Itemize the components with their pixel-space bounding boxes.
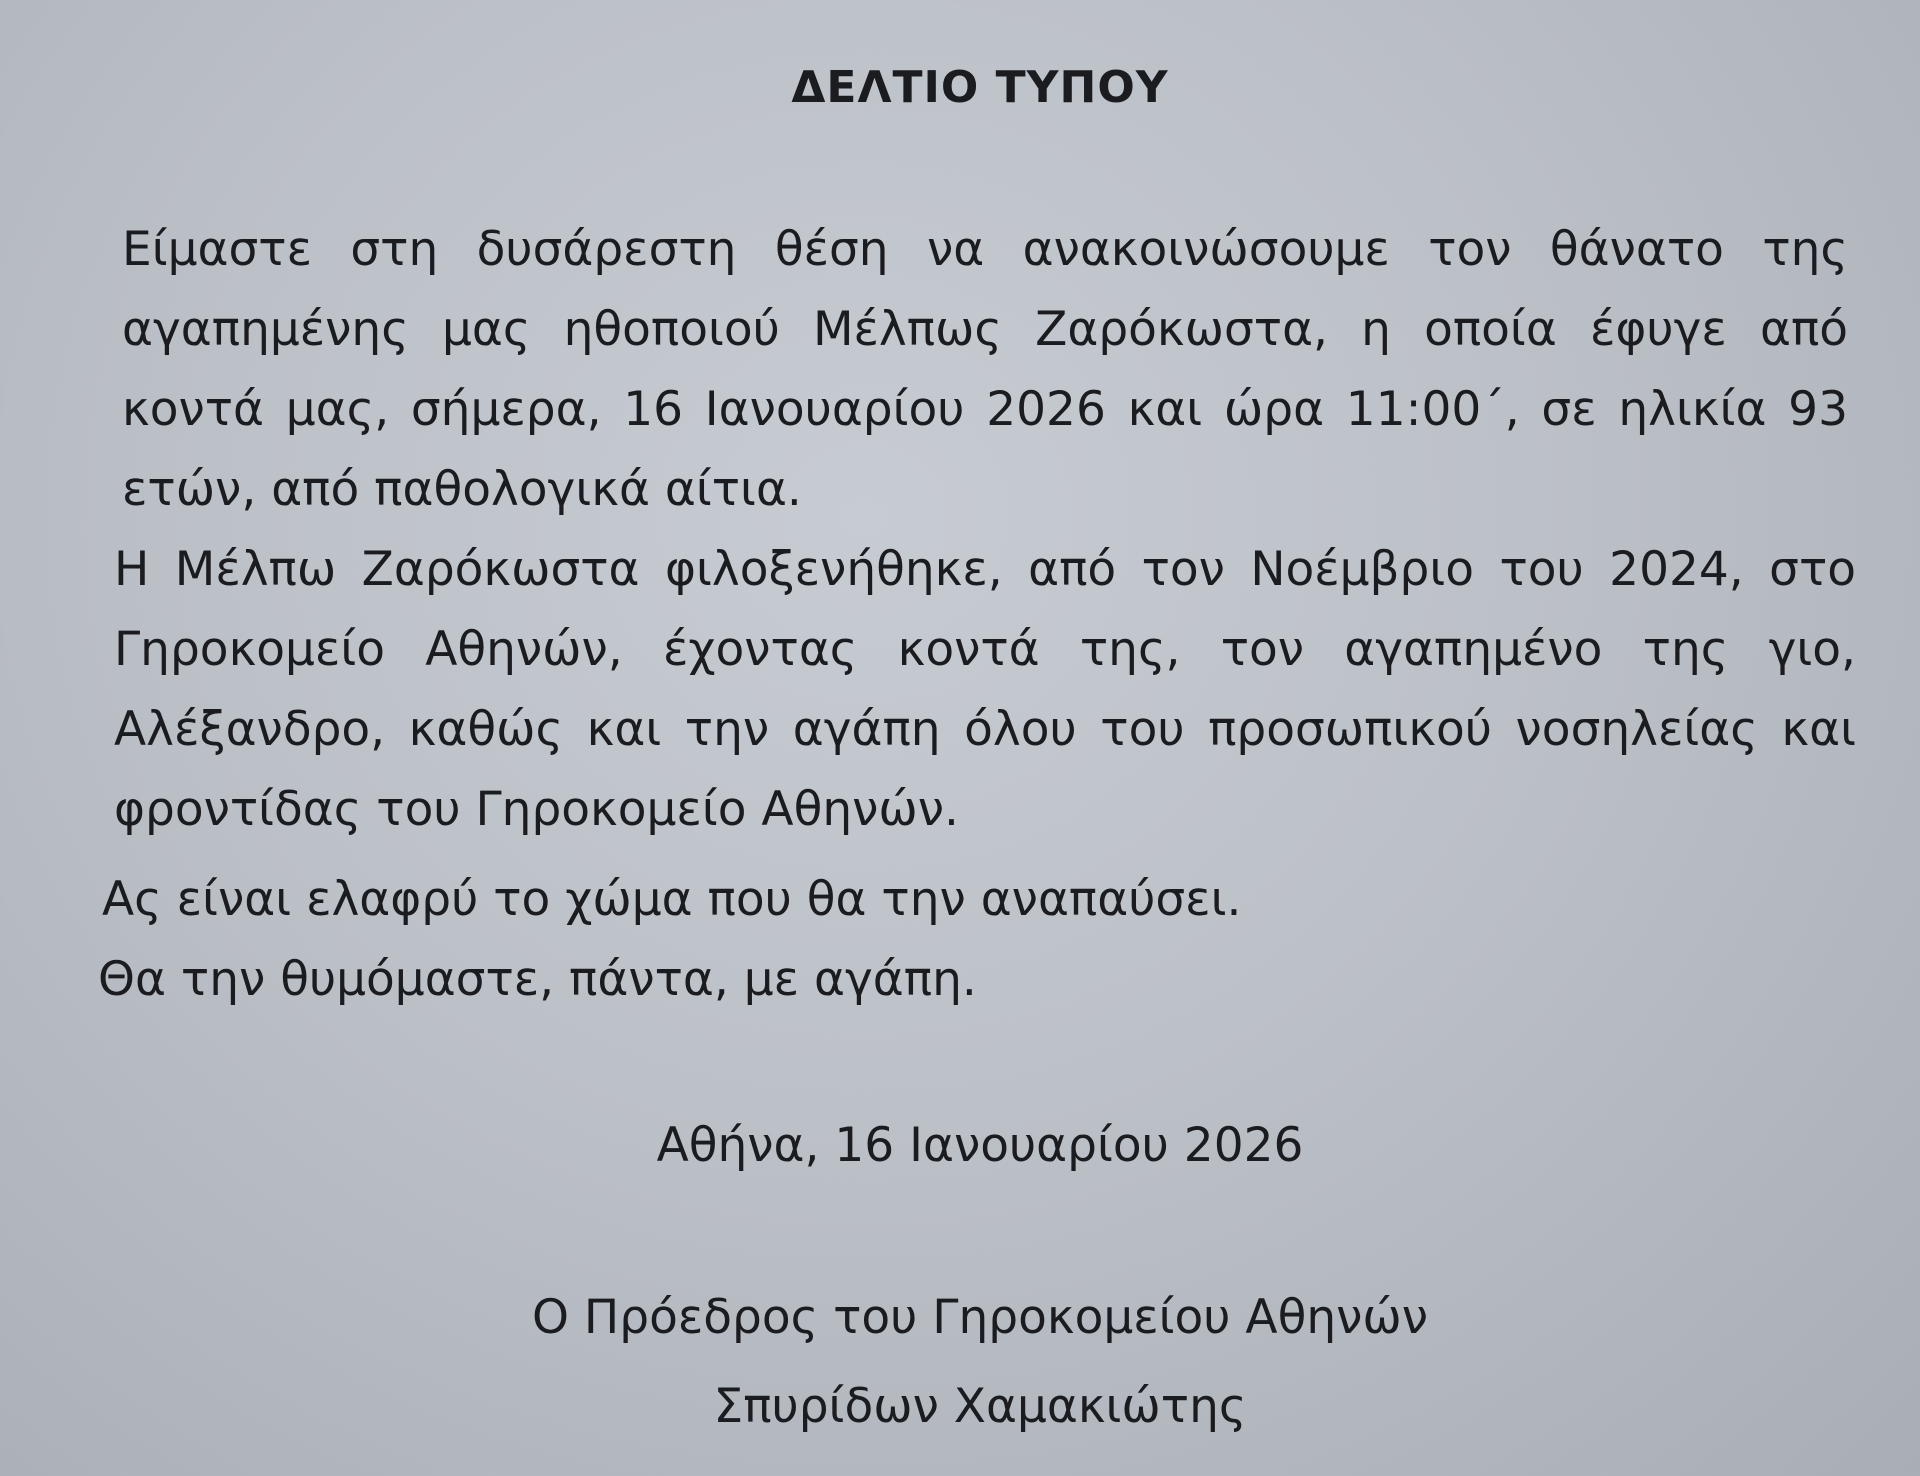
paragraph-line: κοντά μας, σήμερα, 16 Ιανουαρίου 2026 και ώρα 11:00΄, σε ηλικία 93: [122, 382, 1848, 437]
signature-title: Ο Πρόεδρος του Γηροκομείου Αθηνών: [531, 1290, 1428, 1345]
paragraph-line: αγαπημένης μας ηθοποιού Μέλπως Ζαρόκωστα, η οποία έφυγε από: [122, 302, 1848, 357]
paragraph-line: Γηροκομείο Αθηνών, έχοντας κοντά της, τον αγαπημένο της γιο,: [114, 622, 1856, 677]
farewell-line: Ας είναι ελαφρύ το χώμα που θα την αναπαύσει.: [102, 872, 1242, 927]
paragraph-care-home: [114, 530, 1856, 850]
remembrance-line: Θα την θυμόμαστε, πάντα, με αγάπη.: [98, 952, 977, 1007]
document-title: ΔΕΛΤΙΟ ΤΥΠΟΥ: [791, 62, 1169, 113]
paragraph-line: Η Μέλπω Ζαρόκωστα φιλοξενήθηκε, από τον Νοέμβριο του 2024, στο: [114, 542, 1856, 597]
signature-name: Σπυρίδων Χαμακιώτης: [713, 1379, 1247, 1434]
paragraph-line: Αλέξανδρο, καθώς και την αγάπη όλου του προσωπικού νοσηλείας και: [114, 702, 1856, 757]
paragraph-line: φροντίδας του Γηροκομείο Αθηνών.: [114, 782, 959, 837]
date-line: Αθήνα, 16 Ιανουαρίου 2026: [656, 1118, 1304, 1173]
paragraph-line: ετών, από παθολογικά αίτια.: [122, 462, 802, 517]
paragraph-line: Είμαστε στη δυσάρεστη θέση να ανακοινώσουμε τον θάνατο της: [122, 222, 1848, 277]
paragraph-announcement: [122, 210, 1848, 530]
